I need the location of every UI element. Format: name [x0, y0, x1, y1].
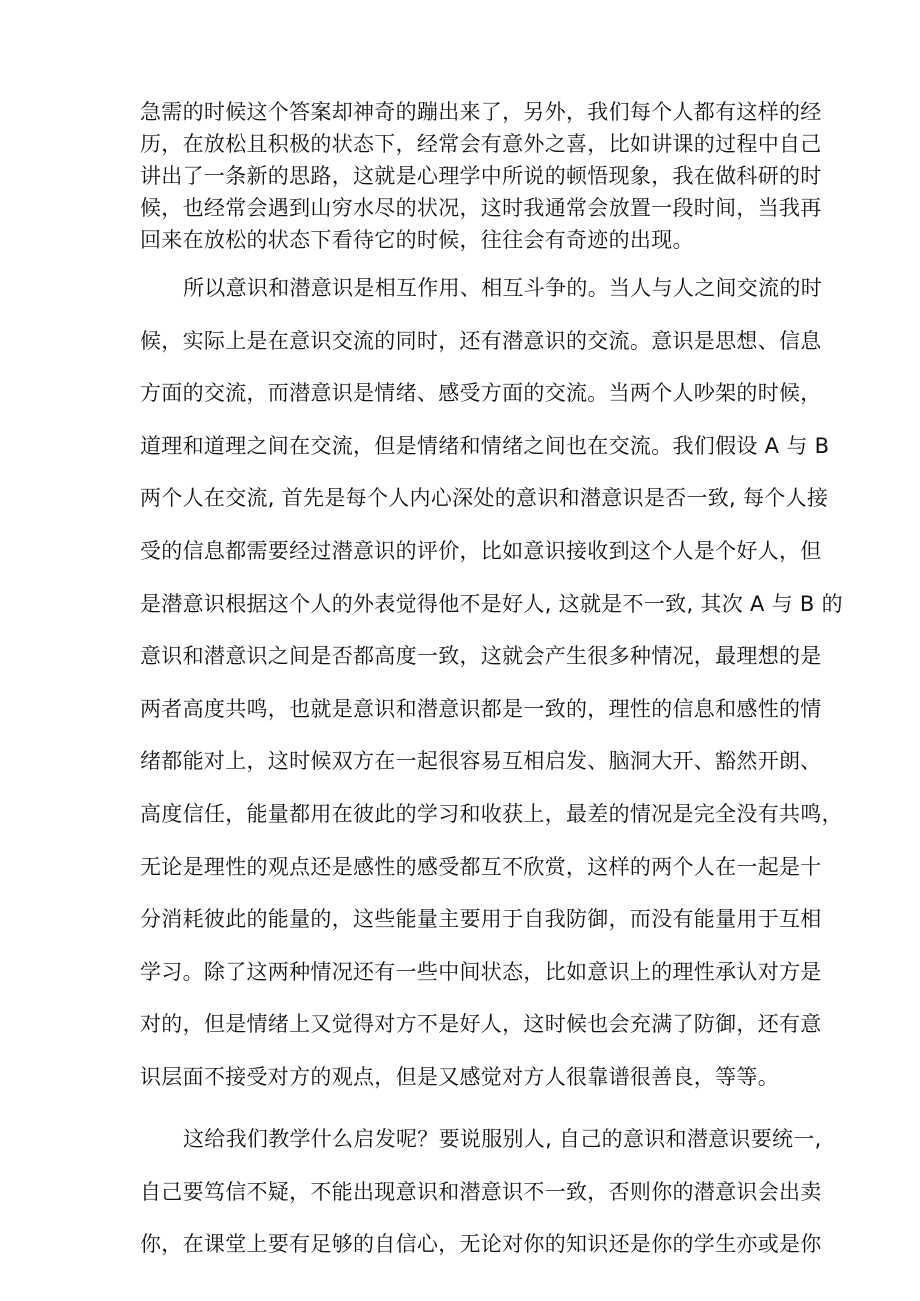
text-line: 高度信任，能量都用在彼此的学习和收获上，最差的情况是完全没有共鸣， [140, 802, 843, 826]
text-line: 分消耗彼此的能量的，这些能量主要用于自我防御，而没有能量用于互相 [140, 907, 822, 931]
text-line: 你，在课堂上要有足够的自信心，无论对你的知识还是你的学生亦或是你 [140, 1232, 822, 1256]
text-line: 无论是理性的观点还是感性的感受都互不欣赏，这样的两个人在一起是十 [140, 855, 822, 879]
text-line: 学习。除了这两种情况还有一些中间状态，比如意识上的理性承认对方是 [140, 960, 822, 984]
text-line: 识层面不接受对方的观点，但是又感觉对方人很靠谱很善良，等等。 [140, 1065, 779, 1089]
text-line: 所以意识和潜意识是相互作用、相互斗争的。当人与人之间交流的时 [183, 276, 822, 300]
text-line: 自己要笃信不疑，不能出现意识和潜意识不一致，否则你的潜意识会出卖 [140, 1180, 822, 1204]
text-line: 两个人在交流, 首先是每个人内心深处的意识和潜意识是否一致, 每个人接 [140, 486, 829, 510]
text-line: 方面的交流，而潜意识是情绪、感受方面的交流。当两个人吵架的时候， [140, 381, 822, 405]
text-line: 候，实际上是在意识交流的同时，还有潜意识的交流。意识是思想、信息 [140, 329, 822, 353]
text-line: 历，在放松且积极的状态下，经常会有意外之喜，比如讲课的过程中自己 [140, 132, 822, 156]
text-line: 受的信息都需要经过潜意识的评价，比如意识接收到这个人是个好人，但 [140, 539, 822, 563]
text-line: 意识和潜意识之间是否都高度一致，这就会产生很多种情况，最理想的是 [140, 644, 822, 668]
text-line: 道理和道理之间在交流，但是情绪和情绪之间也在交流。我们假设 A 与 B [140, 434, 830, 458]
text-line: 回来在放松的状态下看待它的时候，往往会有奇迹的出现。 [140, 228, 694, 252]
text-line: 两者高度共鸣，也就是意识和潜意识都是一致的，理性的信息和感性的情 [140, 697, 822, 721]
text-line: 候，也经常会遇到山穷水尽的状况，这时我通常会放置一段时间，当我再 [140, 196, 822, 220]
text-line: 对的，但是情绪上又觉得对方不是好人，这时候也会充满了防御，还有意 [140, 1012, 822, 1036]
text-line: 讲出了一条新的思路，这就是心理学中所说的顿悟现象，我在做科研的时 [140, 164, 822, 188]
text-line: 是潜意识根据这个人的外表觉得他不是好人, 这就是不一致, 其次 A 与 B 的 [140, 592, 843, 616]
text-line: 绪都能对上，这时候双方在一起很容易互相启发、脑洞大开、豁然开朗、 [140, 749, 822, 773]
text-line: 急需的时候这个答案却神奇的蹦出来了，另外，我们每个人都有这样的经 [140, 100, 822, 124]
text-line: 这给我们教学什么启发呢？要说服别人, 自己的意识和潜意识要统一, [183, 1127, 822, 1151]
